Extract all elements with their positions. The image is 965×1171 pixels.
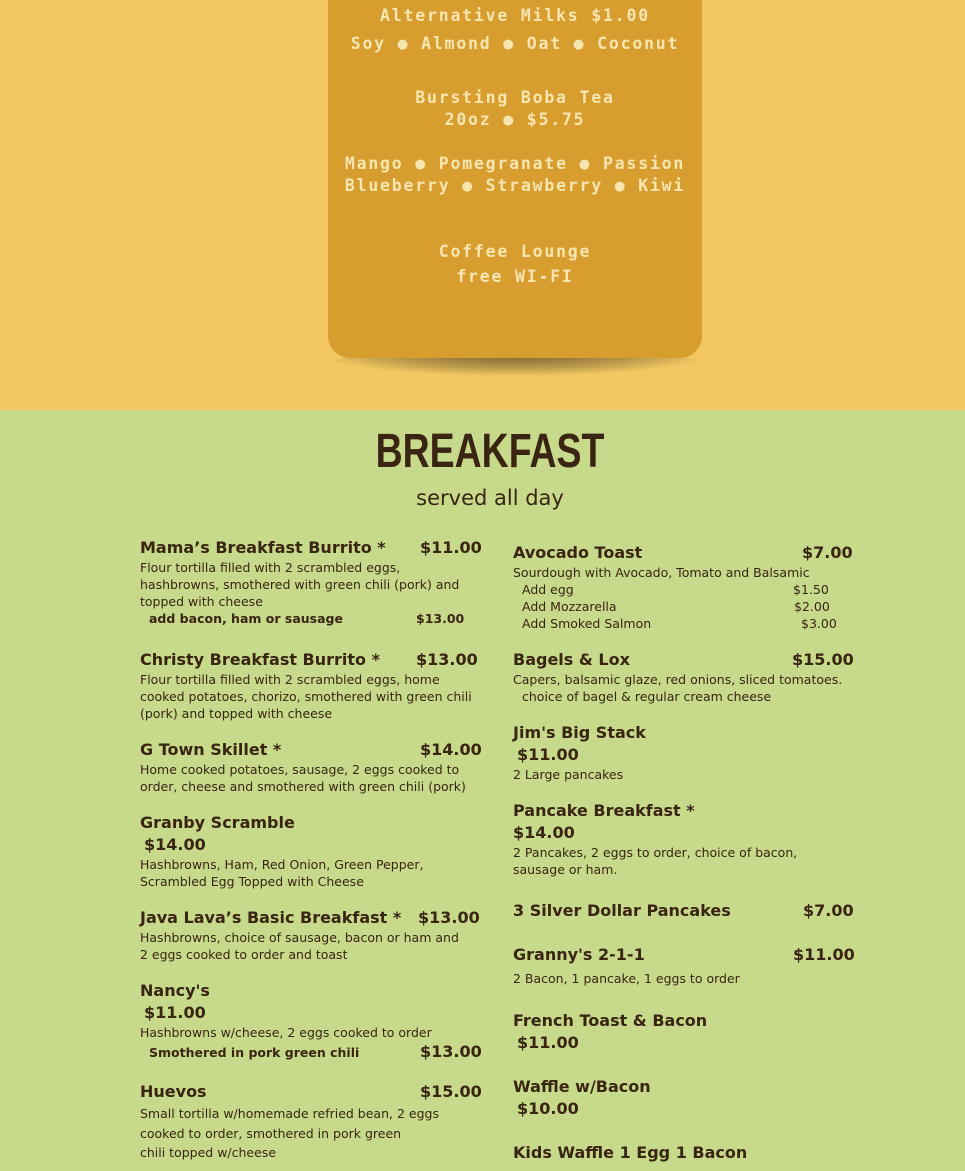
- menu-item-name: Jim's Big Stack: [513, 723, 646, 742]
- menu-item-price: $11.00: [517, 745, 579, 764]
- menu-item-name: Java Lava’s Basic Breakfast *: [140, 908, 402, 927]
- menu-item-desc: 2 Pancakes, 2 eggs to order, choice of bacon, sausage or ham.: [513, 845, 798, 877]
- menu-addon: add bacon, ham or sausage: [149, 611, 343, 626]
- drinks-card: [328, 0, 702, 358]
- menu-item-name: G Town Skillet *: [140, 740, 282, 759]
- menu-item-price: $13.00: [418, 908, 480, 927]
- menu-item-name: Christy Breakfast Burrito *: [140, 650, 380, 669]
- menu-item-price: $11.00: [144, 1003, 206, 1022]
- menu-item-desc: choice of bagel & regular cream cheese: [522, 689, 772, 704]
- menu-item-desc: chili topped w/cheese: [140, 1145, 277, 1160]
- menu-addon-price: $3.00: [801, 616, 837, 631]
- menu-item-name: 3 Silver Dollar Pancakes: [513, 901, 731, 920]
- menu-item-name: Pancake Breakfast *: [513, 801, 695, 820]
- menu-item-price: $15.00: [792, 650, 854, 669]
- menu-item-price: $11.00: [793, 945, 855, 964]
- menu-item-desc: Flour tortilla filled with 2 scrambled eggs, hashbrowns, smothered with green chili (pork) and topped with cheese: [140, 560, 460, 609]
- menu-item-name: Avocado Toast: [513, 543, 643, 562]
- menu-item-desc: 2 Large pancakes: [513, 767, 624, 782]
- menu-item-name: Waffle w/Bacon: [513, 1077, 651, 1096]
- menu-item-desc: Capers, balsamic glaze, red onions, sliced tomatoes.: [513, 672, 843, 687]
- breakfast-title: BREAKFAST: [375, 425, 605, 478]
- milk-types-text: Soy ● Almond ● Oat ● Coconut: [350, 34, 680, 53]
- menu-item-desc: 2 Bacon, 1 pancake, 1 eggs to order: [513, 971, 740, 986]
- menu-item-price: $14.00: [420, 740, 482, 759]
- menu-item-price: $7.00: [803, 901, 854, 920]
- menu-item-name: Nancy's: [140, 981, 210, 1000]
- menu-item-price: $14.00: [144, 835, 206, 854]
- menu-addon: Add Smoked Salmon: [522, 616, 652, 631]
- menu-addon-price: $13.00: [416, 611, 465, 626]
- menu-item-desc: Home cooked potatoes, sausage, 2 eggs cooked to order, cheese and smothered with green chili (pork): [140, 762, 466, 794]
- menu-item-price: $13.00: [416, 650, 478, 669]
- menu-addon-price: $13.00: [420, 1042, 482, 1061]
- menu-item-name: French Toast & Bacon: [513, 1011, 708, 1030]
- menu-addon-price: $2.00: [794, 599, 830, 614]
- breakfast-subtitle: served all day: [416, 486, 564, 510]
- menu-item-price: $11.00: [517, 1033, 579, 1052]
- lounge-text: Coffee Lounge: [438, 242, 592, 261]
- menu-item-desc: Sourdough with Avocado, Tomato and Balsamic: [513, 565, 810, 580]
- menu-addon: Smothered in pork green chili: [149, 1045, 360, 1060]
- menu-item-price: $7.00: [802, 543, 853, 562]
- menu-item-name: Bagels & Lox: [513, 650, 630, 669]
- boba-flavors-2: Blueberry ● Strawberry ● Kiwi: [344, 176, 686, 195]
- menu-item-desc: Hashbrowns, Ham, Red Onion, Green Pepper, Scrambled Egg Topped with Cheese: [140, 857, 424, 889]
- menu-item-name: Granny's 2-1-1: [513, 945, 645, 964]
- boba-flavors-1: Mango ● Pomegranate ● Passion: [344, 154, 686, 173]
- menu-addon: Add egg: [522, 582, 574, 597]
- menu-addon-price: $1.50: [793, 582, 829, 597]
- menu-item-name: Granby Scramble: [140, 813, 295, 832]
- menu-item-price: $10.00: [517, 1099, 579, 1118]
- menu-item-name: Kids Waffle 1 Egg 1 Bacon: [513, 1143, 748, 1162]
- menu-item-name: Mama’s Breakfast Burrito *: [140, 538, 386, 557]
- menu-item-desc: Small tortilla w/homemade refried bean, 2 eggs: [140, 1106, 439, 1121]
- menu-item-desc: Flour tortilla filled with 2 scrambled eggs, home cooked potatoes, chorizo, smothered with green chili (pork) and topped with cheese: [140, 672, 472, 721]
- menu-item-desc: Hashbrowns, choice of sausage, bacon or ham and 2 eggs cooked to order and toast: [140, 930, 459, 962]
- wifi-text: free WI-FI: [456, 267, 574, 286]
- menu-item-desc: Hashbrowns w/cheese, 2 eggs cooked to order: [140, 1025, 432, 1040]
- boba-title: Bursting Boba Tea: [415, 88, 615, 107]
- menu-item-desc: cooked to order, smothered in pork green: [140, 1126, 402, 1141]
- menu-addon: Add Mozzarella: [522, 599, 617, 614]
- menu-item-price: $15.00: [420, 1082, 482, 1101]
- menu-item-price: $14.00: [513, 823, 575, 842]
- alt-milks-text: Alternative Milks $1.00: [380, 6, 650, 25]
- menu-item-name: Huevos: [140, 1082, 207, 1101]
- boba-size: 20oz ● $5.75: [444, 110, 586, 129]
- menu-item-price: $11.00: [420, 538, 482, 557]
